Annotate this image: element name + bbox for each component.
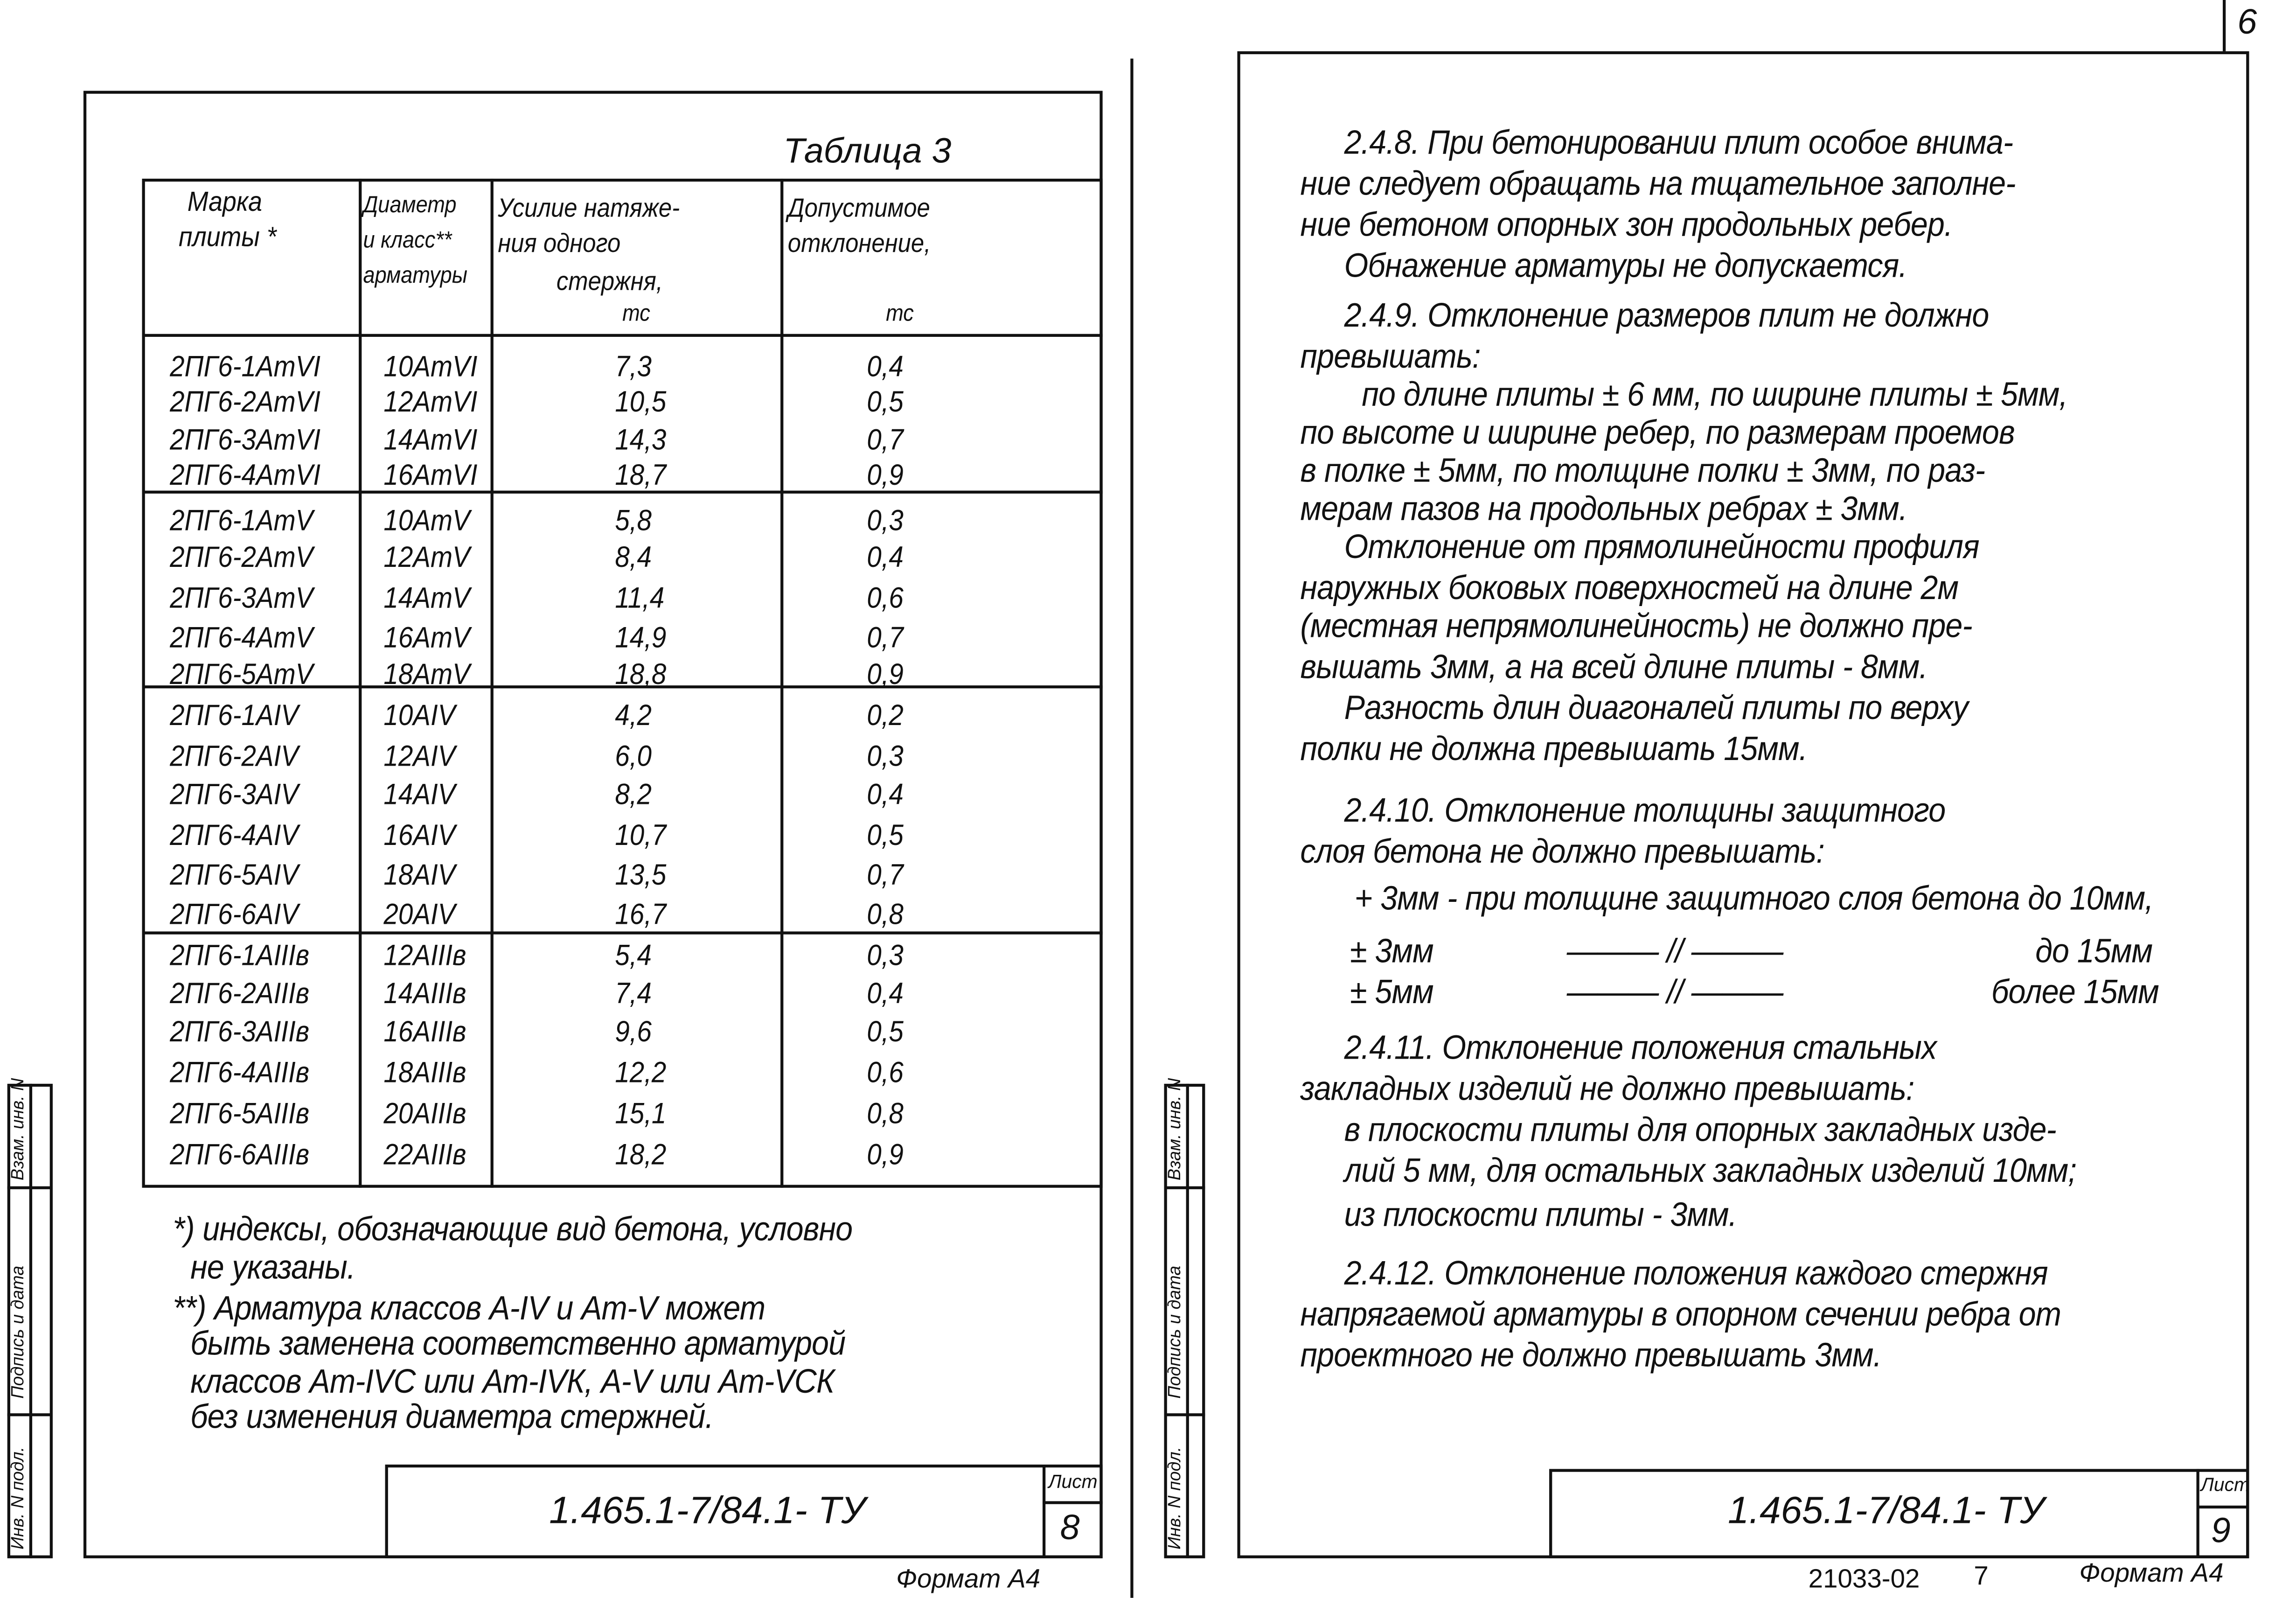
cell-force: 15,1: [615, 1098, 667, 1131]
cell-diameter: 14АIIIв: [383, 978, 466, 1011]
cell-mark: 2ПГ6-4АIIIв: [170, 1057, 310, 1090]
footnote-line: без изменения диаметра стержней.: [190, 1397, 714, 1436]
cell-force: 10,7: [615, 820, 667, 852]
header-deviation: отклонение,: [787, 228, 931, 258]
cell-force: 4,2: [615, 700, 652, 733]
doc-code: 1.465.1-7/84.1- ТУ: [549, 1488, 866, 1532]
footnote-line: быть заменена соответственно арматурой: [190, 1324, 846, 1362]
sheet-cell-line: [2197, 1469, 2199, 1558]
text-line: слоя бетона не должно превышать:: [1300, 831, 1824, 870]
cell-diameter: 14АтV: [383, 583, 470, 615]
cell-diameter: 16АIV: [383, 820, 456, 852]
cell-force: 11,4: [615, 583, 665, 615]
cell-deviation: 0,4: [867, 779, 904, 812]
header-diameter: арматуры: [363, 264, 468, 289]
text-line: превышать:: [1300, 336, 1481, 375]
header-force: ния одного: [498, 228, 621, 258]
cell-mark: 2ПГ6-3АтVI: [170, 425, 321, 457]
cell-deviation: 0,2: [867, 700, 904, 733]
tolerance-range: более 15мм: [1991, 972, 2159, 1011]
cell-deviation: 0,6: [867, 1057, 904, 1090]
sheet-number: 9: [2211, 1511, 2231, 1551]
cell-mark: 2ПГ6-2АIV: [170, 741, 299, 774]
text-line: по длине плиты ± 6 мм, по ширине плиты ± 5мм,: [1362, 375, 2068, 413]
text-line: 2.4.8. При бетонировании плит особое внима-: [1344, 123, 2013, 161]
cell-deviation: 0,9: [867, 1139, 904, 1172]
cell-mark: 2ПГ6-4АтVI: [170, 460, 321, 492]
sheet-number: 8: [1060, 1508, 1080, 1548]
cell-deviation: 0,7: [867, 425, 904, 457]
cell-mark: 2ПГ6-3АтV: [170, 583, 313, 615]
header-diameter: Диаметр: [363, 193, 457, 218]
cell-force: 5,4: [615, 940, 652, 973]
stamp-orig-inv: Инв. N подл.: [1164, 1446, 1185, 1550]
cell-deviation: 0,8: [867, 899, 904, 932]
cell-diameter: 14АIV: [383, 779, 456, 812]
cell-deviation: 0,8: [867, 1098, 904, 1131]
corner-box-line: [2223, 0, 2226, 51]
cell-diameter: 20АIIIв: [383, 1098, 466, 1131]
cell-force: 14,9: [615, 622, 667, 655]
cell-force: 16,7: [615, 899, 667, 932]
text-line: 2.4.9. Отклонение размеров плит не должно: [1344, 296, 1989, 334]
text-line: мерам пазов на продольных ребрах ± 3мм.: [1300, 489, 1907, 528]
archive-page: 7: [1974, 1561, 1989, 1591]
cell-mark: 2ПГ6-1АIV: [170, 700, 299, 733]
cell-force: 8,4: [615, 542, 652, 574]
text-line: наружных боковых поверхностей на длине 2м: [1300, 568, 1959, 607]
stamp-replace-inv: Взам. инв. N: [7, 1078, 28, 1181]
cell-diameter: 18АIV: [383, 859, 456, 892]
cell-diameter: 16АIIIв: [383, 1016, 466, 1049]
cell-force: 13,5: [615, 859, 667, 892]
cell-mark: 2ПГ6-5АIIIв: [170, 1098, 310, 1131]
text-line: Разность длин диагоналей плиты по верху: [1344, 688, 1968, 726]
cell-diameter: 14АтVI: [383, 425, 478, 457]
header-diameter: и класс**: [363, 228, 452, 254]
cell-mark: 2ПГ6-4АтV: [170, 622, 313, 655]
tolerance-ditto: ——— // ———: [1566, 972, 1783, 1011]
stamp-line: [29, 1084, 32, 1558]
format-label: Формат А4: [2079, 1558, 2224, 1588]
cell-deviation: 0,4: [867, 978, 904, 1011]
cell-diameter: 12АтVI: [383, 386, 478, 419]
cell-force: 10,5: [615, 386, 667, 419]
cell-deviation: 0,7: [867, 859, 904, 892]
sheet-label: Лист: [1048, 1470, 1098, 1493]
cell-diameter: 16АтVI: [383, 460, 478, 492]
cell-mark: 2ПГ6-1АтV: [170, 505, 313, 538]
header-deviation-unit: тс: [886, 301, 914, 327]
cell-mark: 2ПГ6-3АIV: [170, 779, 299, 812]
text-line: проектного не должно превышать 3мм.: [1300, 1335, 1882, 1374]
cell-mark: 2ПГ6-4АIV: [170, 820, 299, 852]
cell-force: 18,8: [615, 659, 667, 691]
cell-deviation: 0,9: [867, 460, 904, 492]
text-line: Обнажение арматуры не допускается.: [1344, 246, 1907, 284]
column-divider: [780, 179, 783, 1188]
cell-mark: 2ПГ6-2АтV: [170, 542, 313, 574]
cell-force: 18,2: [615, 1139, 667, 1172]
cell-deviation: 0,3: [867, 940, 904, 973]
cell-force: 9,6: [615, 1016, 652, 1049]
cell-diameter: 22АIIIв: [383, 1139, 466, 1172]
header-mark: плиты *: [178, 223, 277, 254]
cell-mark: 2ПГ6-5АтV: [170, 659, 313, 691]
cell-deviation: 0,5: [867, 1016, 904, 1049]
cell-deviation: 0,3: [867, 505, 904, 538]
text-line: 2.4.10. Отклонение толщины защитного: [1344, 791, 1946, 829]
text-line: из плоскости плиты - 3мм.: [1344, 1195, 1737, 1234]
format-label: Формат А4: [896, 1564, 1041, 1594]
cell-mark: 2ПГ6-2АIIIв: [170, 978, 310, 1011]
cell-force: 5,8: [615, 505, 652, 538]
text-line: + 3мм - при толщине защитного слоя бетона до 10мм,: [1354, 879, 2153, 917]
sheet-label: Лист: [2200, 1473, 2250, 1495]
text-line: ние следует обращать на тщательное заполне-: [1300, 164, 2016, 202]
sheet-cell-line: [1043, 1465, 1045, 1558]
footnote-line: **) Арматура классов А-IV и Ат-V может: [173, 1289, 765, 1327]
text-line: напрягаемой арматуры в опорном сечении ребра от: [1300, 1294, 2061, 1333]
stamp-line: [7, 1413, 53, 1416]
cell-diameter: 16АтV: [383, 622, 470, 655]
text-line: закладных изделий не должно превышать:: [1300, 1069, 1914, 1108]
page-divider: [1130, 59, 1133, 1598]
header-force-unit: тс: [622, 301, 650, 327]
sheet-cell-line: [2197, 1506, 2249, 1508]
stamp-signature-date: Подпись и дата: [7, 1265, 28, 1399]
cell-deviation: 0,4: [867, 351, 904, 384]
tolerance-range: до 15мм: [2035, 931, 2153, 970]
cell-deviation: 0,7: [867, 622, 904, 655]
cell-diameter: 10АIV: [383, 700, 456, 733]
cell-mark: 2ПГ6-6АIIIв: [170, 1139, 310, 1172]
cell-diameter: 18АIIIв: [383, 1057, 466, 1090]
sheet-cell-line: [1043, 1501, 1103, 1504]
header-mark: Марка: [187, 187, 263, 218]
cell-deviation: 0,4: [867, 542, 904, 574]
doc-code: 1.465.1-7/84.1- ТУ: [1728, 1488, 2045, 1532]
tolerance-value: ± 5мм: [1350, 972, 1433, 1011]
cell-diameter: 12АIIIв: [383, 940, 466, 973]
stamp-line: [1186, 1084, 1189, 1558]
text-line: 2.4.11. Отклонение положения стальных: [1344, 1028, 1937, 1067]
cell-force: 18,7: [615, 460, 667, 492]
header-force: стержня,: [556, 266, 663, 296]
text-line: ние бетоном опорных зон продольных ребер.: [1300, 205, 1953, 244]
text-line: в плоскости плиты для опорных закладных изде-: [1344, 1110, 2056, 1148]
cell-mark: 2ПГ6-3АIIIв: [170, 1016, 310, 1049]
tolerance-value: ± 3мм: [1350, 931, 1433, 970]
cell-mark: 2ПГ6-1АIIIв: [170, 940, 310, 973]
text-line: 2.4.12. Отклонение положения каждого стержня: [1344, 1253, 2048, 1292]
corner-page-number: 6: [2237, 3, 2257, 43]
tolerance-ditto: ——— // ———: [1566, 931, 1783, 970]
cell-force: 7,4: [615, 978, 652, 1011]
cell-diameter: 12АтV: [383, 542, 470, 574]
text-line: лий 5 мм, для остальных закладных изделий 10мм;: [1344, 1151, 2076, 1189]
text-line: Отклонение от прямолинейности профиля: [1344, 527, 1979, 565]
cell-deviation: 0,5: [867, 820, 904, 852]
cell-mark: 2ПГ6-2АтVI: [170, 386, 321, 419]
cell-force: 12,2: [615, 1057, 667, 1090]
cell-force: 14,3: [615, 425, 667, 457]
stamp-replace-inv: Взам. инв. N: [1164, 1078, 1185, 1181]
cell-deviation: 0,5: [867, 386, 904, 419]
archive-number: 21033-02: [1808, 1564, 1920, 1594]
text-line: полки не должна превышать 15мм.: [1300, 729, 1808, 768]
stamp-line: [1164, 1413, 1205, 1416]
cell-diameter: 20АIV: [383, 899, 456, 932]
cell-force: 7,3: [615, 351, 652, 384]
cell-force: 8,2: [615, 779, 652, 812]
table-title: Таблица 3: [783, 132, 952, 172]
footnote-line: *) индексы, обозначающие вид бетона, условно: [173, 1209, 853, 1248]
column-divider: [491, 179, 494, 1188]
text-line: в полке ± 5мм, по толщине полки ± 3мм, по раз-: [1300, 451, 1985, 489]
footnote-line: не указаны.: [190, 1248, 355, 1286]
stamp-line: [1164, 1186, 1205, 1189]
cell-deviation: 0,6: [867, 583, 904, 615]
text-line: по высоте и ширине ребер, по размерам проемов: [1300, 413, 2015, 451]
stamp-signature-date: Подпись и дата: [1164, 1265, 1185, 1399]
text-line: (местная непрямолинейность) не должно пре-: [1300, 606, 1972, 645]
cell-deviation: 0,3: [867, 741, 904, 774]
cell-mark: 2ПГ6-1АтVI: [170, 351, 321, 384]
stamp-orig-inv: Инв. N подл.: [7, 1446, 28, 1550]
cell-diameter: 18АтV: [383, 659, 470, 691]
cell-diameter: 10АтV: [383, 505, 470, 538]
header-force: Усилие натяже-: [498, 193, 680, 223]
footnote-line: классов Ат-IVС или Ат-IVК, А-V или Ат-VСК: [190, 1362, 835, 1400]
cell-mark: 2ПГ6-5АIV: [170, 859, 299, 892]
header-divider: [142, 334, 1102, 337]
text-line: вышать 3мм, а на всей длине плиты - 8мм.: [1300, 647, 1927, 686]
cell-force: 6,0: [615, 741, 652, 774]
stamp-line: [7, 1186, 53, 1189]
cell-deviation: 0,9: [867, 659, 904, 691]
cell-mark: 2ПГ6-6АIV: [170, 899, 299, 932]
cell-diameter: 12АIV: [383, 741, 456, 774]
cell-diameter: 10АтVI: [383, 351, 478, 384]
column-divider: [359, 179, 362, 1188]
header-deviation: Допустимое: [787, 193, 930, 223]
